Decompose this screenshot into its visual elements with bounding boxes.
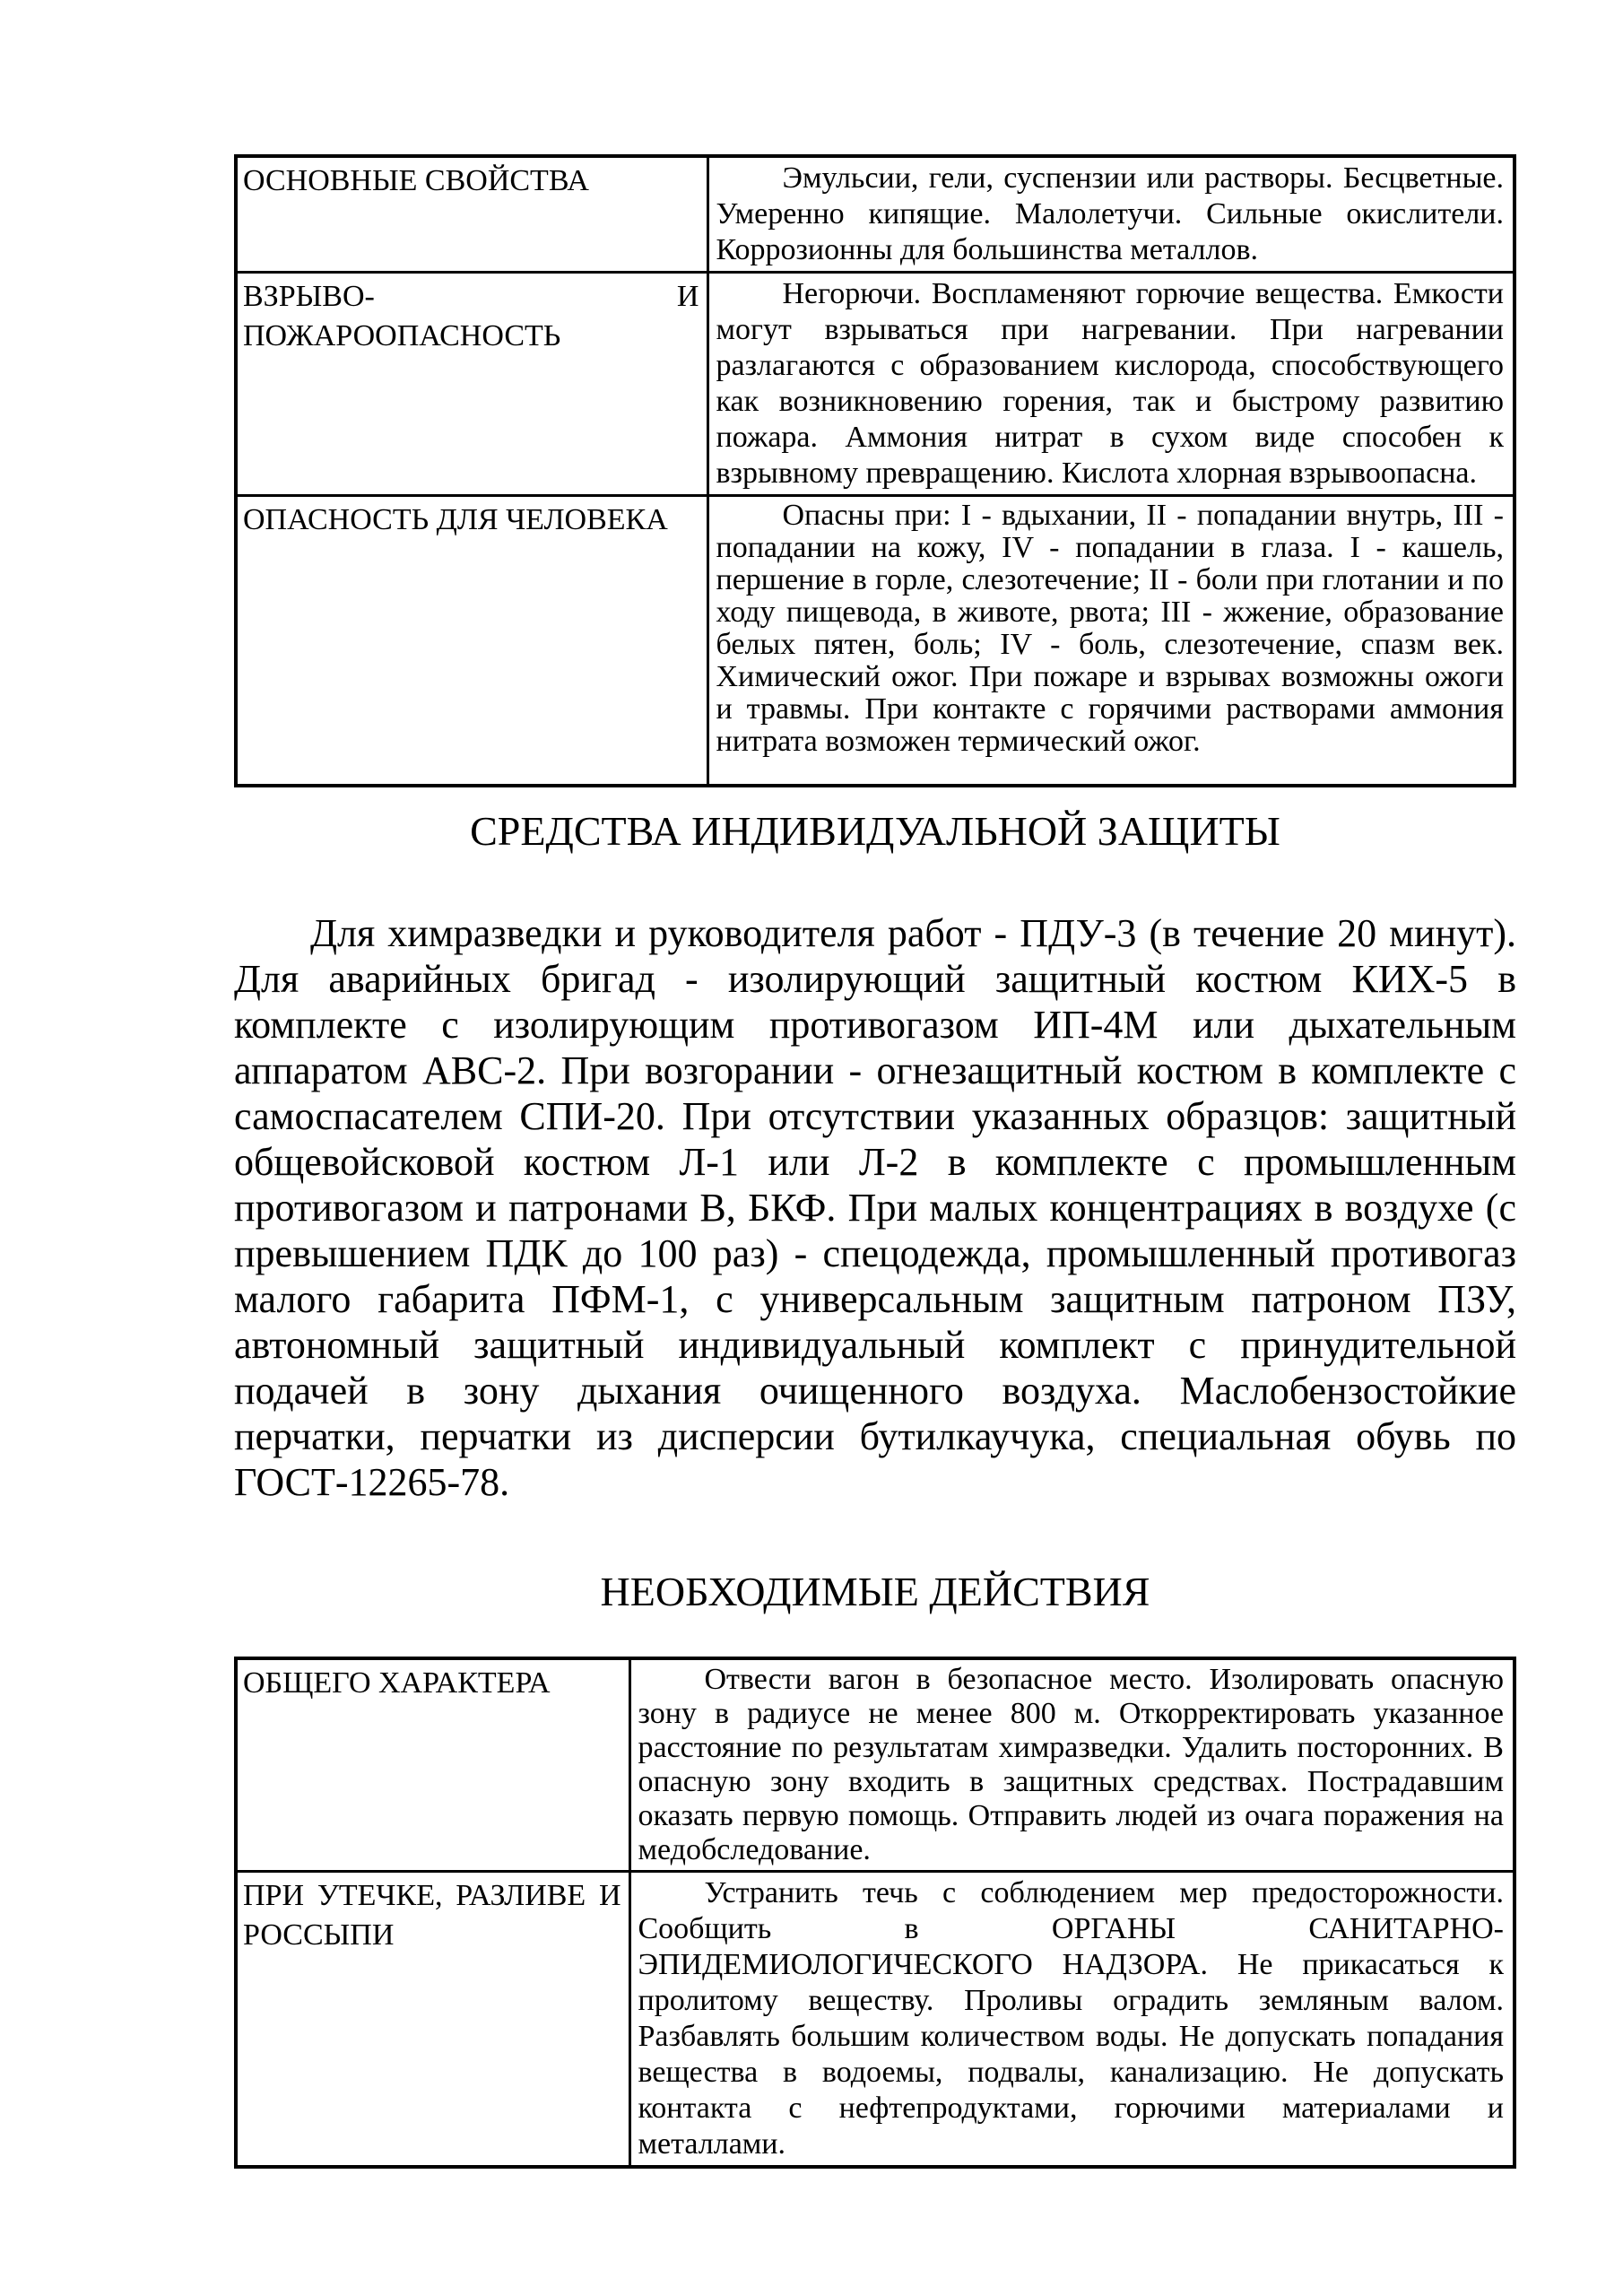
row-label: ОСНОВНЫЕ СВОЙСТВА — [243, 164, 589, 197]
row-text-cell — [629, 1872, 1515, 2168]
row-text-cell — [707, 273, 1515, 496]
properties-table — [234, 154, 1516, 787]
row-label-cell — [236, 496, 707, 786]
table-row — [236, 156, 1515, 273]
row-text: Негорючи. Воспламеняют горючие вещества. Емкости могут взрываться при нагревании. При нагревании разлагаются с образованием кислорода, способствующего как возникновению горения, так и быстрому развитию пожара. Аммония нитрат в сухом виде способен к взрывному превращению. Кислота хлорная взрывоопасна. — [716, 277, 1504, 490]
row-label: ВЗРЫВО- И ПОЖАРООПАСНОСТЬ — [243, 280, 699, 352]
ppe-paragraph-block — [234, 910, 1516, 1505]
row-text: Эмульсии, гели, суспензии или растворы. Бесцветные. Умеренно кипящие. Малолетучи. Сильные окислители. Коррозионны для большинства металлов. — [716, 161, 1504, 266]
row-text: Опасны при: I - вдыхании, II - попадании внутрь, III - попадании на кожу, IV - попадании в глаза. I - кашель, першение в горле, слезотечение; II - боли при глотании и по ходу пищевода, в животе, рвота; III - жжение, образование белых пятен, боль; IV - боль, слезотечение, спазм век. Химический ожог. При пожаре и взрывах возможны ожоги и травмы. При контакте с горячими растворами аммония нитрата возможен термический ожог. — [716, 499, 1504, 758]
row-text-cell — [707, 156, 1515, 273]
row-text: Устранить течь с соблюдением мер предосторожности. Сообщить в ОРГАНЫ САНИТАРНО-ЭПИДЕМИОЛОГИЧЕСКОГО НАДЗОРА. Не прикасаться к пролитому веществу. Проливы оградить земляным валом. Разбавлять большим количеством воды. Не допускать попадания вещества в водоемы, подвалы, канализацию. Не допускать контакта с нефтепродуктами, горючими материалами и металлами. — [638, 1876, 1504, 2161]
row-label-cell — [236, 1872, 629, 2168]
row-text-cell — [629, 1658, 1515, 1872]
table-row — [236, 1658, 1515, 1872]
row-label-cell — [236, 1658, 629, 1872]
actions-table — [234, 1657, 1516, 2169]
row-label: ПРИ УТЕЧКЕ, РАЗЛИВЕ И РОССЫПИ — [243, 1879, 621, 1952]
ppe-paragraph-text: Для химразведки и руководителя работ - ПДУ-3 (в течение 20 минут). Для аварийных бригад - изолирующий защитный костюм КИХ-5 в комплекте с изолирующим противогазом ИП-4М или дыхательным аппаратом АВС-2. При возгорании - огнезащитный костюм в комплекте с самоспасателем СПИ-20. При отсутствии указанных образцов: защитный общевойсковой костюм Л-1 или Л-2 в комплекте с промышленным противогазом и патронами В, БКФ. При малых концентрациях в воздухе (с превышением ПДК до 100 раз) - спецодежда, промышленный противогаз малого габарита ПФМ-1, с универсальным защитным патроном ПЗУ, автономный защитный индивидуальный комплект с принудительной подачей в зону дыхания очищенного воздуха. Маслобензостойкие перчатки, перчатки из дисперсии бутилкаучука, специальная обувь по ГОСТ-12265-78. — [234, 911, 1516, 1504]
section-heading-required-actions: НЕОБХОДИМЫЕ ДЕЙСТВИЯ — [600, 1569, 1150, 1614]
row-text-cell — [707, 496, 1515, 786]
row-label-cell — [236, 273, 707, 496]
table-row — [236, 496, 1515, 786]
row-label: ОПАСНОСТЬ ДЛЯ ЧЕЛОВЕКА — [243, 503, 668, 536]
row-label: ОБЩЕГО ХАРАКТЕРА — [243, 1666, 551, 1700]
table-row — [236, 273, 1515, 496]
table-row — [236, 1872, 1515, 2168]
row-label-cell — [236, 156, 707, 273]
section-heading-personal-protection: СРЕДСТВА ИНДИВИДУАЛЬНОЙ ЗАЩИТЫ — [470, 808, 1280, 854]
row-text: Отвести вагон в безопасное место. Изолировать опасную зону в радиусе не менее 800 м. Откорректировать указанное расстояние по результатам химразведки. Удалить посторонних. В опасную зону входить в защитных средствах. Пострадавшим оказать первую помощь. Отправить людей из очага поражения на медобследование. — [638, 1663, 1504, 1866]
